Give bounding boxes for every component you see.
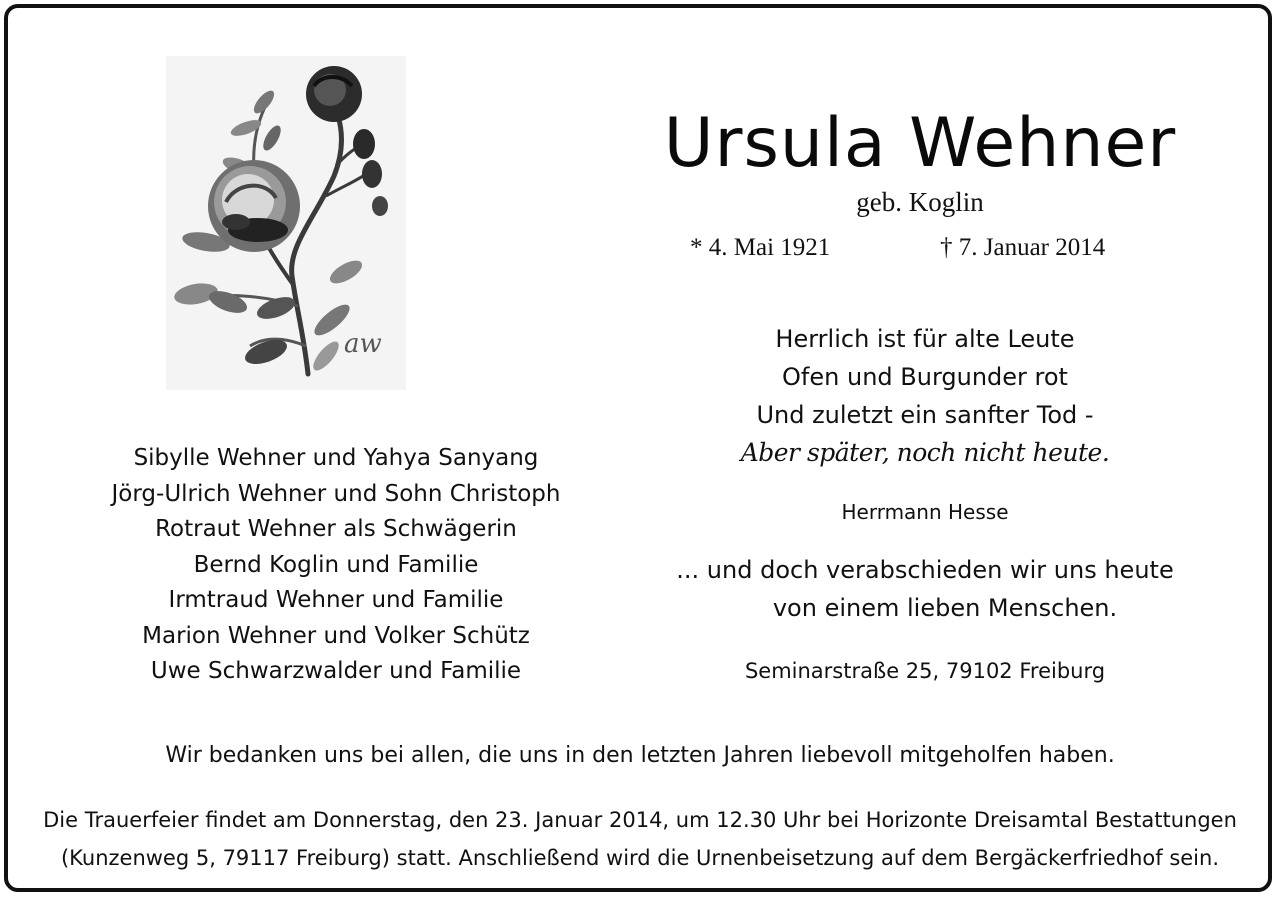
poem	[590, 320, 1260, 472]
mourner: Rotraut Wehner als Schwägerin	[155, 516, 517, 542]
mourner: Bernd Koglin und Familie	[193, 551, 479, 578]
poem-line: Ofen und Burgunder rot	[782, 363, 1068, 391]
maiden-name: geb. Koglin	[856, 187, 984, 217]
mourner: Jörg-Ulrich Wehner und Sohn Christoph	[111, 480, 561, 507]
mourner: Sibylle Wehner und Yahya Sanyang	[133, 445, 539, 471]
mourner: Marion Wehner und Volker Schütz	[142, 622, 530, 649]
service-line: (Kunzenweg 5, 79117 Freiburg) statt. Anschließend wird die Urnenbeisetzung auf dem Bergäckerfriedhof sein.	[60, 846, 1220, 870]
family-address: Seminarstraße 25, 79102 Freiburg	[744, 659, 1106, 683]
artist-signature: aw	[344, 329, 382, 359]
poem-author: Herrmann Hesse	[841, 500, 1009, 524]
death-date: † 7. Januar 2014	[940, 234, 1106, 261]
mourner: Irmtraud Wehner und Familie	[168, 587, 504, 613]
thanks-note: Wir bedanken uns bei allen, die uns in den letzten Jahren liebevoll mitgeholfen haben.	[165, 743, 1115, 768]
birth-date: * 4. Mai 1921	[690, 234, 831, 261]
farewell-line: ... und doch verabschieden wir uns heute	[676, 556, 1174, 584]
farewell-text	[570, 551, 1280, 627]
rose-illustration	[166, 56, 406, 390]
funeral-service-info	[0, 801, 1280, 877]
mourners-list	[70, 441, 602, 690]
service-line: Die Trauerfeier findet am Donnerstag, den 23. Januar 2014, um 12.30 Uhr bei Horizonte Dreisamtal Bestattungen	[43, 808, 1237, 832]
deceased-name: Ursula Wehner	[663, 104, 1177, 183]
mourner: Uwe Schwarzwalder und Familie	[150, 658, 522, 684]
farewell-line: von einem lieben Menschen.	[772, 594, 1118, 622]
poem-line: Aber später, noch nicht heute.	[740, 438, 1110, 467]
poem-line: Und zuletzt ein sanfter Tod -	[756, 401, 1094, 429]
poem-line: Herrlich ist für alte Leute	[775, 325, 1075, 353]
